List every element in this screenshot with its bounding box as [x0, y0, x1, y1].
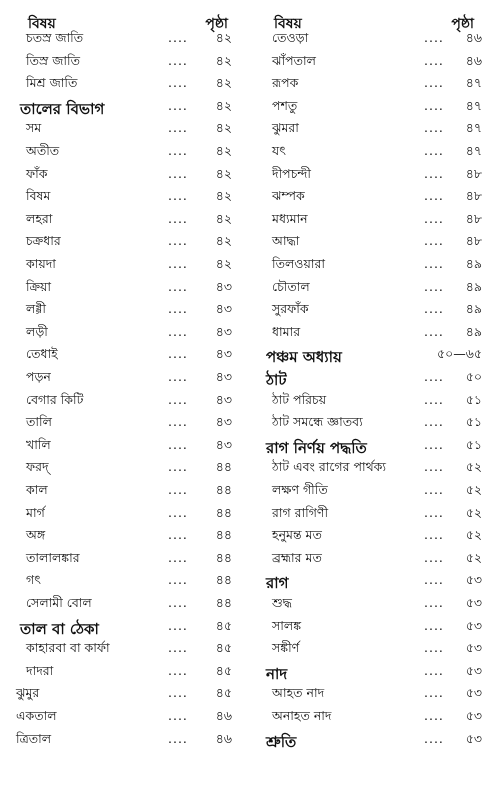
entry-title: তেওড়া	[272, 30, 309, 45]
entry-page-number: ৪৬	[215, 730, 232, 746]
entry-title: সেলামী বোল	[26, 595, 92, 610]
entry-page-number: ৪৬	[465, 30, 482, 45]
toc-entry	[262, 459, 484, 481]
entry-title: গৎ	[26, 572, 41, 588]
entry-page-number: ৪৩	[215, 391, 232, 407]
entry-page-number: ৪২	[215, 143, 232, 158]
entry-page-number: ৪৩	[215, 414, 232, 430]
entry-page-number: ৫২	[465, 459, 482, 475]
entry-title: রাগ রাগিণী	[272, 504, 329, 520]
entry-page-number: ৪৩	[215, 278, 232, 294]
entry-page-number: ৪৪	[215, 504, 232, 520]
entry-title: ঝুমুর	[16, 685, 40, 701]
entry-leader-dots: ....	[168, 369, 188, 384]
entry-page-number: ৫৩	[465, 662, 482, 678]
entry-page-number: ৪২	[215, 75, 232, 91]
toc-entry	[16, 527, 238, 549]
entry-title: পঞ্চম অধ্যায়	[266, 348, 342, 367]
entry-leader-dots: ....	[168, 323, 188, 339]
toc-entry	[16, 30, 238, 52]
entry-title: ঠাট পরিচয়	[272, 391, 327, 407]
entry-leader-dots: ....	[424, 323, 444, 339]
entry-leader-dots: ....	[424, 369, 444, 384]
toc-section-entry	[262, 731, 484, 753]
toc-entry	[16, 414, 238, 436]
entry-title: পড়ন	[26, 369, 51, 384]
entry-page-number: ৪২	[215, 30, 232, 45]
toc-entry	[262, 505, 484, 527]
entry-title: ব্রহ্মার মত	[272, 549, 322, 565]
toc-section-entry	[16, 98, 238, 120]
toc-entry	[16, 685, 238, 707]
toc-entry	[16, 75, 238, 97]
entry-page-number: ৪২	[215, 165, 232, 181]
entry-leader-dots: ....	[168, 301, 188, 317]
entry-leader-dots: ....	[168, 504, 188, 520]
entry-title: দাদরা	[26, 662, 54, 678]
entry-page-number: ৪৬	[215, 708, 232, 723]
toc-entry	[262, 392, 484, 414]
entry-leader-dots: ....	[424, 120, 444, 136]
entry-leader-dots: ....	[424, 572, 444, 588]
toc-entry	[16, 663, 238, 685]
entry-title: চক্রধার	[26, 233, 61, 249]
entry-title: বেগার কিটি	[26, 391, 84, 407]
entry-page-number: ৪২	[215, 256, 232, 271]
entry-leader-dots: ....	[424, 640, 444, 656]
entry-leader-dots: ....	[424, 256, 444, 271]
entry-page-number: ৪৫	[215, 685, 232, 701]
entry-leader-dots: ....	[424, 210, 444, 226]
entry-page-number: ৪৪	[215, 527, 232, 543]
entry-page-number: ৪৮	[465, 210, 482, 226]
entry-leader-dots: ....	[424, 436, 444, 452]
entry-title: মিশ্র জাতি	[26, 75, 78, 91]
entry-title: রাগ নির্ণয় পদ্ধতি	[266, 438, 367, 457]
entry-title: আদ্ধা	[272, 233, 300, 249]
toc-entry	[262, 550, 484, 572]
toc-entry	[16, 188, 238, 210]
entry-leader-dots: ....	[424, 52, 444, 68]
toc-entry	[262, 595, 484, 617]
entry-leader-dots: ....	[168, 143, 188, 158]
entry-title: রাগ	[266, 574, 289, 593]
toc-entry	[16, 482, 238, 504]
entry-page-number: ৪৫	[215, 662, 232, 678]
entry-leader-dots: ....	[168, 30, 188, 45]
entry-leader-dots: ....	[424, 527, 444, 543]
entry-title: ঠাট এবং রাগের পার্থক্য	[272, 459, 387, 475]
entry-title: তালের বিভাগ	[20, 99, 105, 118]
entry-title: তালালঙ্কার	[26, 549, 80, 565]
toc-entry	[262, 640, 484, 662]
entry-leader-dots: ....	[424, 504, 444, 520]
subject-heading: বিষয়	[274, 16, 302, 32]
toc-entry	[262, 324, 484, 346]
entry-page-number: ৫৩	[465, 730, 482, 746]
toc-entry	[262, 98, 484, 120]
entry-page-number: ৪৯	[465, 278, 482, 294]
toc-section-entry	[262, 437, 484, 459]
toc-entry	[16, 708, 238, 730]
toc-entry	[16, 572, 238, 594]
entry-page-number: ৪৯	[465, 256, 482, 271]
toc-entry	[16, 166, 238, 188]
entry-title: ত্রিতাল	[16, 730, 52, 746]
entry-page-number: ৫৩	[465, 617, 482, 633]
toc-entry	[262, 30, 484, 52]
page-heading: পৃষ্ঠা	[451, 16, 474, 32]
entry-leader-dots: ....	[424, 75, 444, 91]
entry-title: সঙ্কীর্ণ	[272, 640, 300, 656]
entry-title: চতস্র জাতি	[26, 30, 84, 45]
toc-right-column	[262, 10, 484, 751]
entry-leader-dots: ....	[424, 391, 444, 407]
entry-page-number: ৫৩	[465, 595, 482, 610]
toc-entry	[262, 685, 484, 707]
entry-page-number: ৫১	[465, 436, 482, 452]
toc-entry	[262, 75, 484, 97]
entry-title: পশতু	[272, 97, 298, 113]
entry-page-number: ৪৫	[215, 617, 232, 633]
entry-title: যৎ	[272, 143, 286, 158]
entry-page-number: ৪৩	[215, 346, 232, 362]
entry-leader-dots: ....	[424, 143, 444, 158]
entry-page-number: ৫০	[465, 369, 482, 384]
entry-title: তালি	[26, 414, 52, 430]
toc-entry	[262, 53, 484, 75]
entry-leader-dots: ....	[168, 75, 188, 91]
entry-title: অনাহত নাদ	[272, 708, 332, 723]
entry-page-number: ৪৪	[215, 549, 232, 565]
entry-title: অতীত	[26, 143, 60, 158]
entry-title: লক্ষণ গীতি	[272, 482, 328, 497]
entry-leader-dots: ....	[168, 572, 188, 588]
entry-leader-dots: ....	[168, 120, 188, 136]
toc-entry	[16, 369, 238, 391]
toc-entry	[262, 256, 484, 278]
entry-title: তিস্র জাতি	[26, 52, 80, 68]
entry-page-number: ৪২	[215, 233, 232, 249]
entry-leader-dots: ....	[424, 188, 444, 204]
entry-title: শুদ্ধ	[272, 595, 292, 610]
entry-leader-dots: ....	[168, 391, 188, 407]
entry-page-number: ৫১	[465, 391, 482, 407]
entry-leader-dots: ....	[424, 549, 444, 565]
entry-page-number: ৪২	[215, 210, 232, 226]
entry-leader-dots: ....	[168, 52, 188, 68]
entry-page-number: ৪৮	[465, 188, 482, 204]
toc-entry	[16, 279, 238, 301]
toc-entry	[262, 618, 484, 640]
entry-leader-dots: ....	[168, 165, 188, 181]
entry-leader-dots: ....	[168, 233, 188, 249]
entry-page-number: ৪৬	[465, 52, 482, 68]
entry-leader-dots: ....	[168, 730, 188, 746]
toc-entry	[16, 505, 238, 527]
entry-leader-dots: ....	[168, 482, 188, 497]
entry-title: ঠাট	[266, 371, 287, 389]
entry-page-number: ৫৩	[465, 685, 482, 701]
entry-leader-dots: ....	[424, 662, 444, 678]
entry-title: ঝম্পক	[272, 188, 305, 204]
entry-leader-dots: ....	[168, 436, 188, 452]
entry-page-number: ৫২	[465, 549, 482, 565]
entry-title: ক্রিয়া	[26, 278, 52, 294]
toc-entry	[16, 595, 238, 617]
entry-leader-dots: ....	[168, 459, 188, 475]
toc-entry	[16, 53, 238, 75]
entry-title: ঝুমরা	[272, 120, 299, 136]
entry-leader-dots: ....	[424, 730, 444, 746]
entry-page-number: ৪৪	[215, 459, 232, 475]
entry-title: সম	[26, 120, 42, 136]
toc-entry	[262, 188, 484, 210]
entry-title: ফরদ্	[26, 459, 49, 475]
entry-title: চৌতাল	[272, 278, 310, 294]
entry-page-number: ৪৭	[465, 97, 482, 113]
entry-leader-dots: ....	[168, 278, 188, 294]
toc-left-header	[16, 10, 238, 32]
toc-entry	[16, 392, 238, 414]
entry-leader-dots: ....	[424, 459, 444, 475]
entry-leader-dots: ....	[424, 482, 444, 497]
toc-entry	[16, 550, 238, 572]
toc-entry	[262, 414, 484, 436]
entry-leader-dots: ....	[424, 685, 444, 701]
entry-leader-dots: ....	[168, 595, 188, 610]
entry-title: সালঙ্ক	[272, 617, 302, 633]
entry-title: খালি	[26, 436, 51, 452]
entry-title: আহত নাদ	[272, 685, 325, 701]
toc-entry	[262, 482, 484, 504]
entry-title: লগ্গী	[26, 301, 46, 317]
entry-leader-dots: ....	[424, 301, 444, 317]
entry-leader-dots: ....	[424, 617, 444, 633]
entry-title: সুরফাঁক	[272, 301, 309, 317]
entry-page-number: ৫৩	[465, 572, 482, 588]
entry-title: কায়দা	[26, 256, 56, 271]
toc-entry	[262, 708, 484, 730]
entry-title: কাল	[26, 482, 48, 497]
toc-entry	[16, 211, 238, 233]
entry-leader-dots: ....	[424, 708, 444, 723]
entry-page-number: ৪৭	[465, 75, 482, 91]
entry-leader-dots: ....	[168, 346, 188, 362]
entry-page-number: ৪৪	[215, 572, 232, 588]
entry-title: ঠাট সমন্ধে জ্ঞাতব্য	[272, 414, 363, 430]
entry-page-number: ৪৯	[465, 323, 482, 339]
entry-title: লহরা	[26, 210, 53, 226]
toc-entry	[262, 233, 484, 255]
toc-left-column	[16, 10, 238, 746]
entry-leader-dots: ....	[168, 549, 188, 565]
entry-title: লড়ী	[26, 323, 48, 339]
toc-entry	[262, 279, 484, 301]
entry-leader-dots: ....	[168, 617, 188, 633]
entry-title: দীপচন্দী	[272, 165, 311, 181]
entry-page-number: ৪৩	[215, 323, 232, 339]
toc-section-entry	[16, 618, 238, 640]
entry-title: শ্রুতি	[266, 732, 297, 751]
toc-right-header	[262, 10, 484, 32]
entry-leader-dots: ....	[424, 165, 444, 181]
entry-page-number: ৫৩	[465, 640, 482, 656]
entry-page-number: ৫২	[465, 482, 482, 497]
entry-title: রূপক	[272, 75, 299, 91]
toc-entry	[16, 143, 238, 165]
toc-section-entry	[262, 572, 484, 594]
toc-entry	[16, 731, 238, 753]
entry-page-number: ৪৮	[465, 165, 482, 181]
entry-leader-dots: ....	[168, 708, 188, 723]
entry-leader-dots: ....	[424, 233, 444, 249]
entry-page-number: ৪৭	[465, 120, 482, 136]
toc-section-entry	[262, 663, 484, 685]
entry-page-number: ৪৪	[215, 595, 232, 610]
entry-page-number: ৫৩	[465, 708, 482, 723]
entry-leader-dots: ....	[424, 595, 444, 610]
entry-page-number: ৪৪	[215, 482, 232, 497]
page-heading: পৃষ্ঠা	[205, 16, 228, 32]
entry-title: তেধাই	[26, 346, 58, 362]
entry-page-number: ৪৩	[215, 301, 232, 317]
entry-page-number: ৫০—৬৫	[437, 346, 482, 362]
toc-entry	[16, 437, 238, 459]
entry-title: বিষম	[26, 188, 51, 204]
entry-title: ফাঁক	[26, 165, 48, 181]
toc-entry	[262, 120, 484, 142]
toc-entry	[262, 166, 484, 188]
toc-entry	[16, 640, 238, 662]
entry-page-number: ৫২	[465, 527, 482, 543]
entry-title: নাদ	[266, 664, 288, 683]
entry-leader-dots: ....	[168, 97, 188, 113]
entry-title: ঝাঁপতাল	[272, 52, 316, 68]
entry-leader-dots: ....	[168, 685, 188, 701]
entry-title: হনুমন্ত মত	[272, 527, 322, 543]
toc-section-entry	[262, 346, 484, 368]
subject-heading: বিষয়	[28, 16, 56, 32]
toc-entry	[16, 120, 238, 142]
entry-leader-dots: ....	[168, 662, 188, 678]
entry-leader-dots: ....	[424, 97, 444, 113]
entry-title: কাহারবা বা কার্ফা	[26, 640, 110, 656]
entry-title: তিলওয়ারা	[272, 256, 325, 271]
entry-page-number: ৪৫	[215, 640, 232, 656]
entry-page-number: ৪৩	[215, 436, 232, 452]
toc-entry	[262, 527, 484, 549]
entry-title: একতাল	[16, 708, 57, 723]
entry-page-number: ৪২	[215, 52, 232, 68]
entry-leader-dots: ....	[424, 30, 444, 45]
toc-entry	[16, 324, 238, 346]
toc-entry	[262, 143, 484, 165]
toc-entry	[16, 459, 238, 481]
entry-leader-dots: ....	[424, 414, 444, 430]
entry-leader-dots: ....	[168, 210, 188, 226]
entry-leader-dots: ....	[168, 256, 188, 271]
entry-page-number: ৪৯	[465, 301, 482, 317]
entry-leader-dots: ....	[424, 278, 444, 294]
entry-leader-dots: ....	[168, 188, 188, 204]
entry-leader-dots: ....	[168, 527, 188, 543]
toc-entry	[262, 211, 484, 233]
entry-page-number: ৫১	[465, 414, 482, 430]
entry-title: তাল বা ঠেকা	[20, 619, 99, 638]
toc-section-entry	[262, 369, 484, 391]
entry-page-number: ৪২	[215, 97, 232, 113]
entry-page-number: ৪২	[215, 120, 232, 136]
entry-leader-dots: ....	[168, 640, 188, 656]
entry-page-number: ৪২	[215, 188, 232, 204]
entry-title: মার্গ	[26, 504, 45, 520]
entry-title: অঙ্গ	[26, 527, 46, 543]
entry-page-number: ৫২	[465, 504, 482, 520]
toc-entry	[16, 301, 238, 323]
toc-entry	[262, 301, 484, 323]
entry-page-number: ৪৩	[215, 369, 232, 384]
entry-title: ধামার	[272, 323, 301, 339]
entry-page-number: ৪৭	[465, 143, 482, 158]
toc-entry	[16, 256, 238, 278]
entry-title: মধ্যমান	[272, 210, 308, 226]
entry-page-number: ৪৮	[465, 233, 482, 249]
toc-entry	[16, 346, 238, 368]
entry-leader-dots: ....	[168, 414, 188, 430]
toc-entry	[16, 233, 238, 255]
